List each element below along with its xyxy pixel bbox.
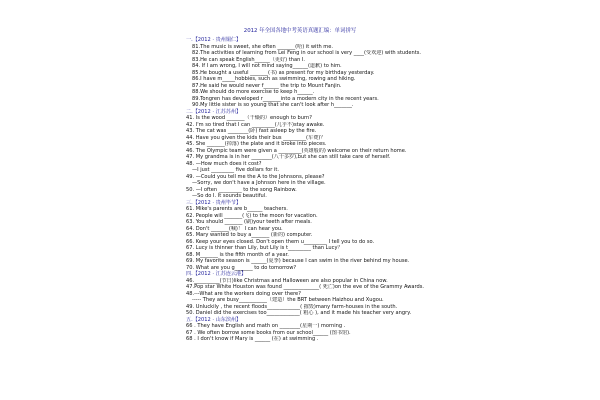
question-item: 48.---What are the workers doing over there?: [186, 290, 301, 297]
question-item: 86.I have m_____hobbies, such as swimming, rowing and hiking.: [192, 76, 356, 82]
question-item: 69. My favorite season is ______(夏季) because I can swim in the river behind my house.: [186, 258, 410, 264]
section: [186, 37, 446, 109]
document-title: 2012 年全国各地中考英语真题汇编：单词拼写: [243, 28, 357, 34]
question-item: 67 . We often borrow some books from our school______ (图书馆).: [186, 329, 351, 336]
question-item: 68 . I don't know if Mary is ______ (在) at swimming .: [186, 336, 319, 342]
question-item: 82.The activities of learning from Lei Feng in our school is very ____(受欢迎) with students.: [192, 50, 422, 56]
question-item: 88.We should do more exercise to keep h______.: [192, 89, 315, 95]
question-item: —So do I. It sounds beautiful.: [192, 193, 267, 199]
question-item: 84. If I am wrong, I will not mind saying______(道歉) to him.: [192, 63, 342, 69]
question-item: 81.The music is sweet, she often _______(哈) it with me.: [192, 43, 334, 50]
section: [186, 200, 446, 272]
question-item: 47. My grandma is in her ________(八十多岁),but she can still take care of herself.: [186, 154, 391, 160]
question-item: 67. Lucy is thinner than Lily, but Lily is t_________ than Lucy？: [186, 245, 343, 251]
question-item: 65. Mary wanted to buy a_______ (新的) computer.: [186, 232, 313, 238]
question-item: 89.Tongren has developed r_______into a modern city in the recent years.: [192, 95, 379, 102]
section-heading: 五.【2012 · 山东滨州】: [186, 316, 242, 323]
question-item: 49. Unluckily , the recent floods_____________( 摧毁)many farm-houses in the south.: [186, 303, 398, 310]
question-item: 68. M_______ is the fifth month of a year.: [186, 251, 289, 258]
question-item: 50. Daniel did the exercises too_____________( 粗心 ), and it made his teacher very angry.: [186, 310, 412, 316]
question-item: 90.My little sister is so young that she can't look after h_______.: [192, 102, 354, 108]
question-item: 87.He said he would never f______ the trip to Mount Fanjin.: [192, 82, 342, 89]
question-item: 70. What are you g_______ to do tomorrow?: [186, 264, 297, 271]
question-item: 46. The Olympic team were given a _________(英雄般的) welcome on their return home.: [186, 147, 407, 154]
question-item: 47.Pop star White Houston was found ______________( 死亡)on the eve of the Grammy Awards.: [186, 284, 425, 290]
section-heading: 二.【2012 · 江苏苏州】: [186, 108, 242, 115]
question-item: —Sorry, we don't have a Johnson here in the village.: [192, 180, 326, 186]
question-item: 41. Is the wood _______（干燥的）enough to burn?: [186, 115, 312, 121]
question-item: 62. People will _______(飞) to the moon for vacation.: [186, 212, 318, 219]
question-item: 66 . They have English and math on ________(星期一) morning .: [186, 323, 346, 329]
question-item: 83.He can speak English______（更好) than I.: [192, 56, 306, 63]
question-item: 49. —Could you tell me the A to the Johnsons, please?: [186, 173, 325, 180]
question-item: 46.__________(节日)like Christmas and Halloween are also popular in China now.: [186, 277, 388, 284]
section: [186, 317, 446, 343]
question-item: 85.He bought a useful _______(书) as present for my birthday yesterday.: [192, 69, 375, 76]
question-item: 61. Mike's parents are b______ teachers.: [186, 206, 288, 212]
question-item: 66. Keep your eyes closed. Don't open them u_________ I tell you to do so.: [186, 238, 375, 245]
question-item: 64. Don't _______(喊)！ I can hear you.: [186, 225, 283, 232]
document-content: [186, 37, 446, 343]
section: [186, 109, 446, 200]
section: [186, 271, 446, 317]
question-item: 43. The cat was ________(卧) fast asleep by the fire.: [186, 128, 317, 134]
question-item: 45. She _______(掉落) the plate and it broke into pieces.: [186, 141, 327, 147]
question-item: ----- They are busy___________（建造）the BRT between Haizhou and Xugou.: [192, 297, 384, 303]
section-heading: 四.【2012 · 江苏连云港】: [186, 271, 247, 277]
question-item: —I just _________ five dollars for it.: [192, 167, 279, 173]
question-item: 44. Have you given the kids their bus _________(车费)？: [186, 134, 326, 141]
question-item: 42. I'm so tired that I can _________(几乎不)stay awake.: [186, 121, 325, 128]
question-item: 50. —I often _________ to the song Rainbow.: [186, 186, 297, 193]
section-heading: 一.【2012 · 贵州铜仁】: [186, 37, 242, 43]
question-item: 48. —How much does it cost?: [186, 160, 262, 167]
section-heading: 三.【2012 · 贵州毕节】: [186, 199, 242, 206]
question-item: 63. You should _______ (刷)your teeth after meals.: [186, 219, 312, 225]
